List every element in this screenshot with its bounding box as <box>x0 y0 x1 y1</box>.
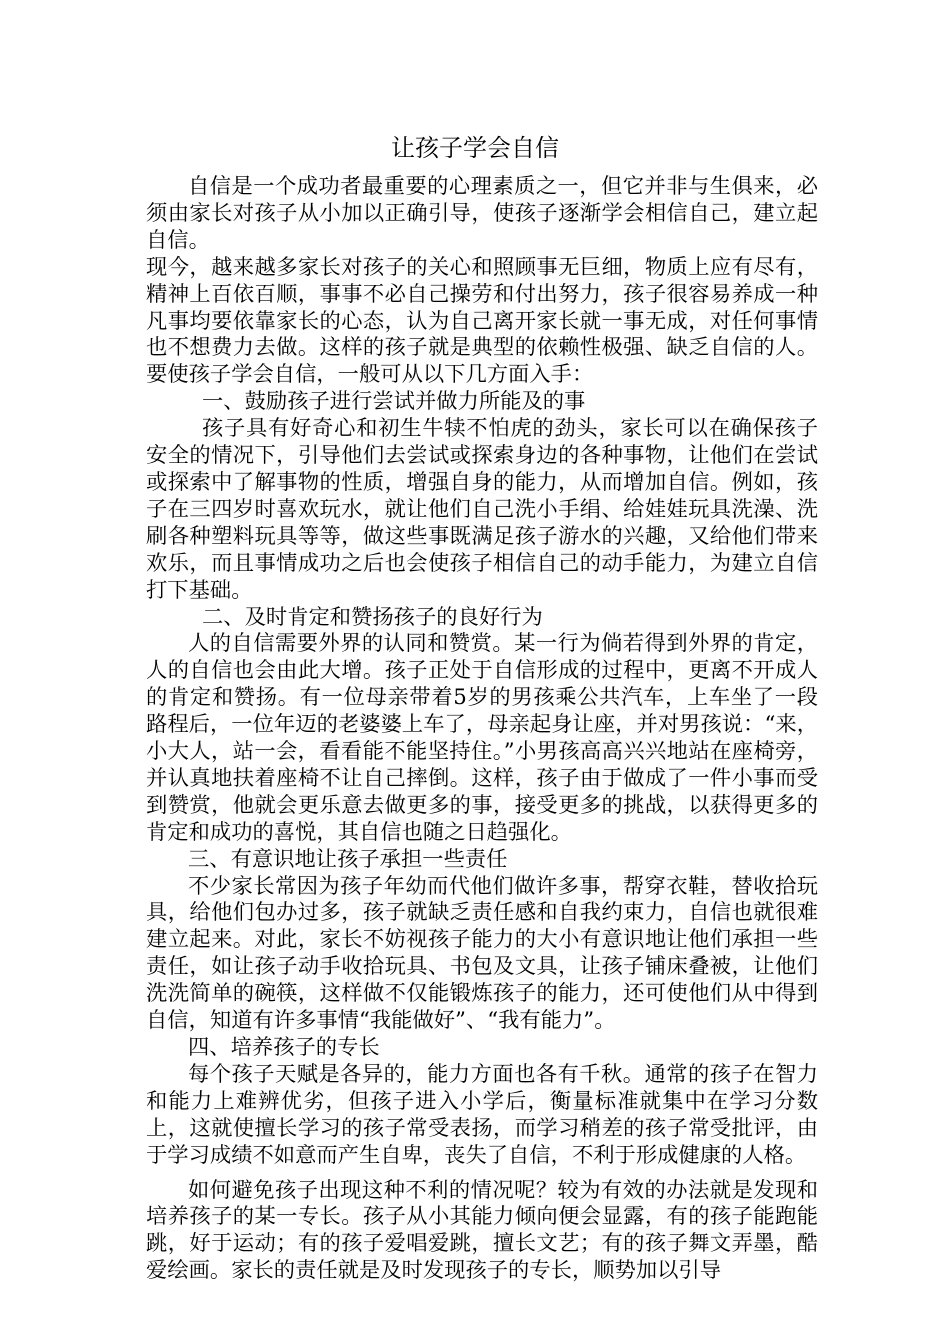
section-heading-4: 四、培养孩子的专长 <box>188 1035 380 1060</box>
document-title: 让孩子学会自信 <box>391 134 559 162</box>
section-heading-2: 二、及时肯定和赞扬孩子的良好行为 <box>202 604 543 630</box>
section-heading-3: 三、有意识地让孩子承担一些责任 <box>188 846 508 872</box>
paragraph-section-1: 孩子具有好奇心和初生牛犊不怕虎的劲头，家长可以在确保孩子安全的情况下，引导他们去尝试或探索身边的各种事物，让他们在尝试或探索中了解事物的性质，增强自身的能力，从而增加自信。例如，孩子在三四岁时喜欢玩水，就让他们自己洗小手绢、给娃娃玩具洗澡、洗刷各种塑料玩具等等，做这些事既满足孩子游水的兴趣，又给他们带来欢乐，而且事情成功之后也会使孩子相信自己的动手能力，为建立自信打下基础。 <box>146 416 818 603</box>
section-heading-1: 一、鼓励孩子进行尝试并做力所能及的事 <box>202 389 586 415</box>
document-body <box>146 174 818 1285</box>
paragraph-section-4-continued: 如何避免孩子出现这种不利的情况呢？较为有效的办法就是发现和培养孩子的某一专长。孩子从小其能力倾向便会显露，有的孩子能跑能跳，好于运动；有的孩子爱唱爱跳，擅长文艺；有的孩子舞文弄墨，酷爱绘画。家长的责任就是及时发现孩子的专长，顺势加以引导 <box>146 1177 818 1284</box>
paragraph-section-3: 不少家长常因为孩子年幼而代他们做许多事，帮穿衣鞋，替收拾玩具，给他们包办过多，孩子就缺乏责任感和自我约束力，自信也就很难建立起来。对此，家长不妨视孩子能力的大小有意识地让他们承担一些责任，如让孩子动手收拾玩具、书包及文具，让孩子铺床叠被，让他们洗洗简单的碗筷，这样做不仅能锻炼孩子的能力，还可使他们从中得到自信，知道有许多事情“我能做好”、“我有能力”。 <box>146 873 818 1034</box>
paragraph-section-2: 人的自信需要外界的认同和赞赏。某一行为倘若得到外界的肯定，人的自信也会由此大增。孩子正处于自信形成的过程中，更离不开成人的肯定和赞扬。有一位母亲带着5岁的男孩乘公共汽车，上车坐了一段路程后，一位年迈的老婆婆上车了，母亲起身让座，并对男孩说：“来，小大人，站一会，看看能不能坚持住。”小男孩高高兴兴地站在座椅旁，并认真地扶着座椅不让自己摔倒。这样，孩子由于做成了一件小事而受到赞赏，他就会更乐意去做更多的事，接受更多的挑战，以获得更多的肯定和成功的喜悦，其自信也随之日趋强化。 <box>146 631 818 845</box>
paragraph-context: 现今，越来越多家长对孩子的关心和照顾事无巨细，物质上应有尽有，精神上百依百顺，事事不必自己操劳和付出努力，孩子很容易养成一种凡事均要依靠家长的心态，认为自己离开家长就一事无成，对任何事情也不想费力去做。这样的孩子就是典型的依赖性极强、缺乏自信的人。要使孩子学会自信，一般可从以下几方面入手： <box>146 254 818 388</box>
paragraph-intro: 自信是一个成功者最重要的心理素质之一，但它并非与生俱来，必须由家长对孩子从小加以正确引导，使孩子逐渐学会相信自己，建立起自信。 <box>146 174 818 253</box>
paragraph-section-4: 每个孩子天赋是各异的，能力方面也各有千秋。通常的孩子在智力和能力上难辨优劣，但孩子进入小学后，衡量标准就集中在学习分数上，这就使擅长学习的孩子常受表扬，而学习稍差的孩子常受批评，由于学习成绩不如意而产生自卑，丧失了自信，不利于形成健康的人格。 <box>146 1061 818 1168</box>
